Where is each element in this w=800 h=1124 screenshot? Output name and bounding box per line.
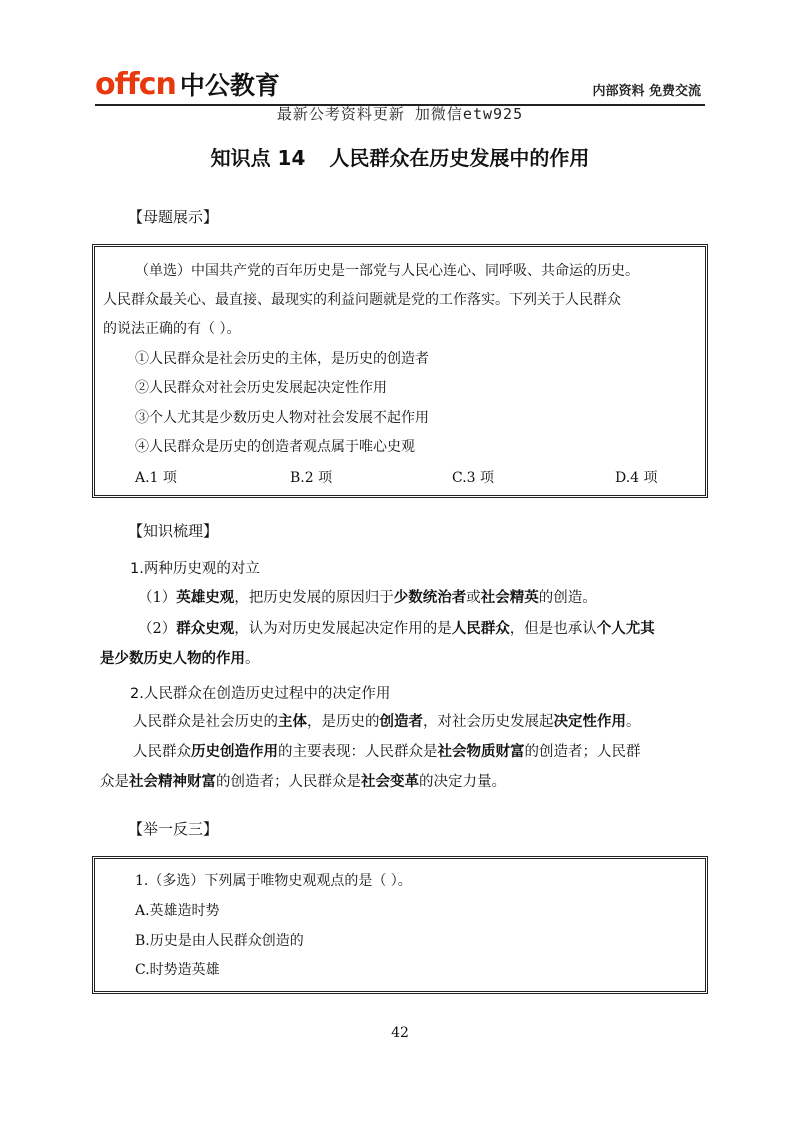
p4-bold-1: 历史创造作用 <box>191 744 278 760</box>
p3-text-4: 。 <box>626 714 641 730</box>
title-number: 知识点 14 <box>210 146 306 170</box>
section-heading-practice: 【举一反三】 <box>128 820 219 838</box>
page-title <box>0 142 800 171</box>
page-header <box>95 62 705 106</box>
p2-prefix: （2） <box>138 621 177 637</box>
statement-3: ③个人尤其是少数历史人物对社会发展不起作用 <box>135 410 429 426</box>
p3-bold-3: 决定性作用 <box>553 714 626 730</box>
p4-text-1: 人民群众 <box>133 744 191 760</box>
p2-text-2: ，但是也承认 <box>509 621 597 637</box>
p3-text-3: ，对社会历史发展起 <box>423 714 554 730</box>
p1-bold-1: 英雄史观 <box>176 590 235 606</box>
knowledge-paragraph-2-line-1 <box>138 617 655 638</box>
knowledge-paragraph-1 <box>138 586 597 607</box>
page-number: 42 <box>391 1025 409 1041</box>
p4-bold-4: 社会变革 <box>361 774 419 790</box>
option-b: B.2 项 <box>290 470 333 486</box>
offcn-logo <box>95 66 280 102</box>
question-line-1: （单选）中国共产党的百年历史是一部党与人民心连心、同呼吸、共命运的历史。 <box>135 263 639 279</box>
p2-text-3: 。 <box>245 651 260 667</box>
practice-option-b: B.历史是由人民群众创造的 <box>135 933 304 949</box>
p3-text-2: ，是历史的 <box>307 714 380 730</box>
p4-text-6: 的决定力量。 <box>419 774 506 790</box>
p1-prefix: （1） <box>138 590 177 606</box>
p3-bold-1: 主体 <box>278 714 307 730</box>
p4-bold-3: 社会精神财富 <box>129 774 216 790</box>
p4-text-4: 众是 <box>100 774 129 790</box>
knowledge-paragraph-4-line-1 <box>133 740 641 761</box>
p2-bold-3: 个人尤其 <box>596 621 655 637</box>
p1-text-3: 的创造。 <box>538 590 597 606</box>
p3-bold-2: 创造者 <box>379 714 423 730</box>
p3-text-1: 人民群众是社会历史的 <box>133 714 278 730</box>
title-text: 人民群众在历史发展中的作用 <box>329 146 590 170</box>
logo-cn-text: 中公教育 <box>179 71 280 100</box>
p4-text-5: 的创造者；人民群众是 <box>216 774 361 790</box>
knowledge-heading-2: 2.人民群众在创造历史过程中的决定作用 <box>130 686 391 702</box>
statement-4: ④人民群众是历史的创造者观点属于唯心史观 <box>135 439 415 455</box>
option-c: C.3 项 <box>452 470 495 486</box>
knowledge-heading-1: 1.两种历史观的对立 <box>130 561 260 577</box>
example-question-box <box>92 244 708 498</box>
practice-question-stem: 1.（多选）下列属于唯物史观观点的是（ ）。 <box>135 873 412 889</box>
knowledge-paragraph-4-line-2 <box>100 770 506 791</box>
question-line-2: 人民群众最关心、最直接、最现实的利益问题就是党的工作落实。下列关于人民群众 <box>103 292 621 308</box>
statement-2: ②人民群众对社会历史发展起决定性作用 <box>135 380 387 396</box>
logo-en-text: offcn <box>95 67 176 102</box>
p4-bold-2: 社会物质财富 <box>437 744 525 760</box>
option-a: A.1 项 <box>135 470 177 486</box>
p1-bold-3: 社会精英 <box>480 590 539 606</box>
option-d: D.4 项 <box>615 470 658 486</box>
p2-bold-2: 人民群众 <box>451 621 510 637</box>
question-line-3: 的说法正确的有（ ）。 <box>103 321 241 337</box>
knowledge-paragraph-3 <box>133 710 641 731</box>
p2-bold-1: 群众史观 <box>176 621 235 637</box>
practice-option-c: C.时势造英雄 <box>135 962 220 978</box>
header-internal-note: 内部资料 免费交流 <box>592 84 701 99</box>
p1-text-1: ，把历史发展的原因归于 <box>234 590 394 606</box>
p4-text-3: 的创造者；人民群 <box>524 744 641 760</box>
p1-bold-2: 少数统治者 <box>393 590 467 606</box>
practice-question-box <box>92 856 708 994</box>
p2-bold-4: 是少数历史人物的作用 <box>100 651 245 667</box>
section-heading-knowledge: 【知识梳理】 <box>128 522 219 540</box>
p4-text-2: 的主要表现：人民群众是 <box>278 744 438 760</box>
watermark-text: 最新公考资料更新 加微信etw925 <box>276 105 524 123</box>
knowledge-paragraph-2-line-2 <box>100 647 260 668</box>
p1-text-2: 或 <box>466 590 481 606</box>
section-heading-example: 【母题展示】 <box>128 208 219 226</box>
practice-option-a: A.英雄造时势 <box>135 903 220 919</box>
p2-text-1: ，认为对历史发展起决定作用的是 <box>234 621 452 637</box>
statement-1: ①人民群众是社会历史的主体，是历史的创造者 <box>135 351 429 367</box>
